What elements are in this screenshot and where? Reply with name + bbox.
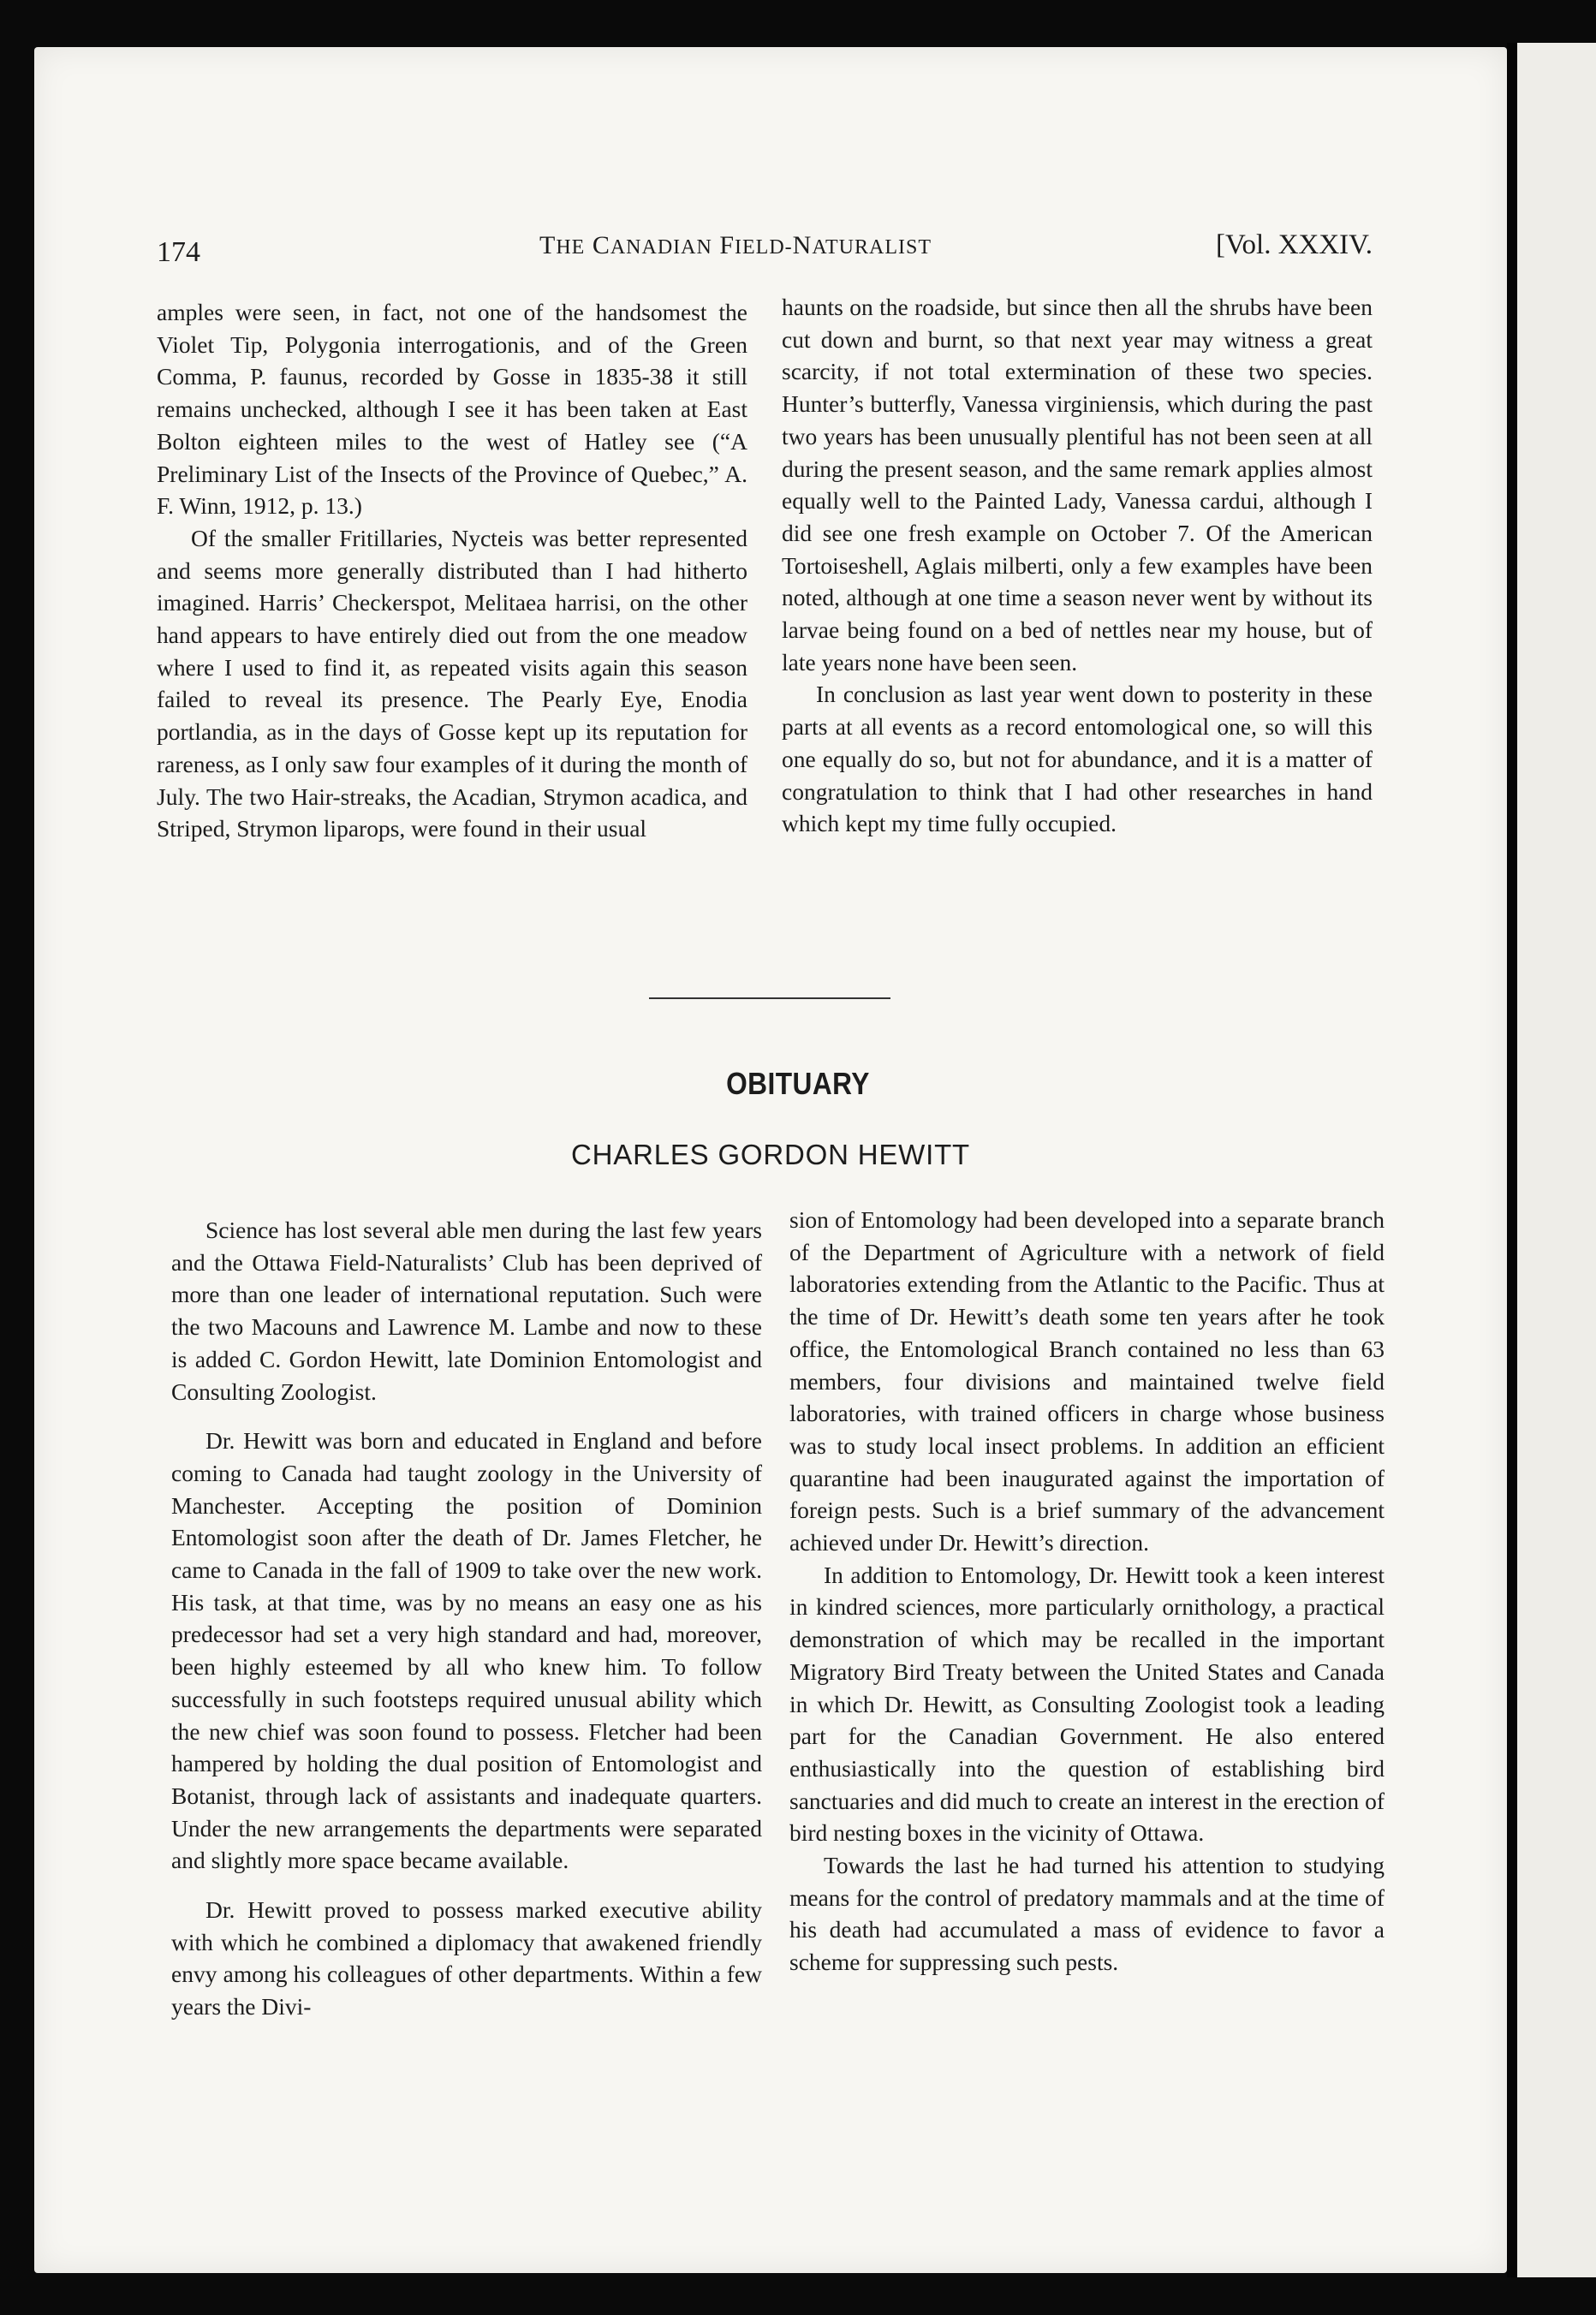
article-column-top-left [157, 296, 747, 845]
page-number: 174 [157, 236, 200, 268]
obituary-name: CHARLES GORDON HEWITT [571, 1139, 970, 1170]
paragraph: Dr. Hewitt was born and educated in England and before coming to Canada had taught zoology in the University of Manchester. Accepting the position of Dominion Entomologist soon after the death of Dr. James Fletcher, he came to Canada in the fall of 1909 to take over the new work. His task, at that time, was by no means an easy one as his predecessor had set a very high standard and had, moreover, been highly esteemed by all who knew him. To follow successfully in such footsteps required unusual ability which the new chief was soon found to possess. Fletcher had been hampered by holding the dual position of Entomologist and Botanist, through lack of assistants and inadequate quarters. Under the new arrangements the departments were separated and slightly more space became available. [171, 1427, 762, 1874]
paragraph: Dr. Hewitt proved to possess marked executive ability with which he combined a diplomacy that awakened friendly envy among his colleagues of other departments. Within a few years the Divi- [171, 1896, 762, 2020]
paragraph: haunts on the roadside, but since then all the shrubs have been cut down and burnt, so that next year may witness a great scarcity, if not total extermination of these two species. Hunter’s butterfly, Vanessa virginiensis, which during the past two years has been unusually plentiful has not been seen at all during the present season, and the same remark applies almost equally well to the Painted Lady, Vanessa cardui, although I did see one fresh example on October 7. Of the American Tortoiseshell, Aglais milberti, only a few examples have been noted, although at one time a season never went by without its larvae being found on a bed of nettles near my house, but of late years none have been seen. [782, 294, 1373, 675]
paragraph: Towards the last he had turned his attention to studying means for the control of predatory mammals and at the time of his death had accumulated a mass of evidence to favor a scheme for suppressing such pests. [789, 1852, 1385, 1976]
paragraph: Science has lost several able men during the last few years and the Ottawa Field-Naturalists’ Club has been deprived of more than one leader of international reputation. Such were the two Macouns and Lawrence M. Lambe and now to these is added C. Gordon Hewitt, late Dominion Entomologist and Consulting Zoologist. [171, 1217, 762, 1405]
paragraph: Of the smaller Fritillaries, Nycteis was better represented and seems more generally distributed than I had hitherto imagined. Harris’ Checkerspot, Melitaea harrisi, on the other hand appears to have entirely died out from the one meadow where I used to find it, as repeated visits again this season failed to reveal its presence. The Pearly Eye, Enodia portlandia, as in the days of Gosse kept up its reputation for rareness, as I only saw four examples of it during the month of July. The two Hair-streaks, the Acadian, Strymon acadica, and Striped, Strymon liparops, were found in their usual [157, 524, 747, 842]
volume-label: [Vol. XXXIV. [1215, 229, 1373, 260]
paragraph: sion of Entomology had been developed into a separate branch of the Department of Agriculture with a network of field laboratories extending from the Atlantic to the Pacific. Thus at the time of Dr. Hewitt’s death some ten years after he took office, the Entomological Branch contained no less than 63 members, four divisions and maintained twelve field laboratories, with trained officers in charge whose business was to study local insect problems. In addition an efficient quarantine had been inaugurated against the importation of foreign pests. Such is a brief summary of the advancement achieved under Dr. Hewitt’s direction. [789, 1206, 1385, 1556]
obituary-column-left [171, 1214, 762, 2023]
obituary-heading: OBITUARY [726, 1066, 870, 1101]
paragraph: amples were seen, in fact, not one of the handsomest the Violet Tip, Polygonia interrogationis, and of the Green Comma, P. faunus, recorded by Gosse in 1835-38 it still remains unchecked, although I see it has been taken at East Bolton eighteen miles to the west of Hatley see (“A Preliminary List of the Insects of the Province of Quebec,” A. F. Winn, 1912, p. 13.) [157, 299, 747, 520]
paragraph: In addition to Entomology, Dr. Hewitt took a keen interest in kindred sciences, more particularly ornithology, a practical demonstration of which may be recalled in the important Migratory Bird Treaty between the United States and Canada in which Dr. Hewitt, as Consulting Zoologist took a leading part for the Canadian Government. He also entered enthusiastically into the question of establishing bird sanctuaries and did much to create an interest in the erection of bird nesting boxes in the vicinity of Ottawa. [789, 1561, 1385, 1847]
section-divider [649, 997, 890, 999]
journal-title: THE CANADIAN FIELD-NATURALIST [539, 231, 932, 259]
obituary-column-right [789, 1204, 1385, 1979]
paragraph: In conclusion as last year went down to posterity in these parts at all events as a record entomological one, so will this one equally do so, but not for abundance, and it is a matter of congratulation to think that I had other researches in hand which kept my time fully occupied. [782, 681, 1373, 837]
running-header [157, 229, 1373, 271]
article-column-top-right [782, 291, 1373, 840]
